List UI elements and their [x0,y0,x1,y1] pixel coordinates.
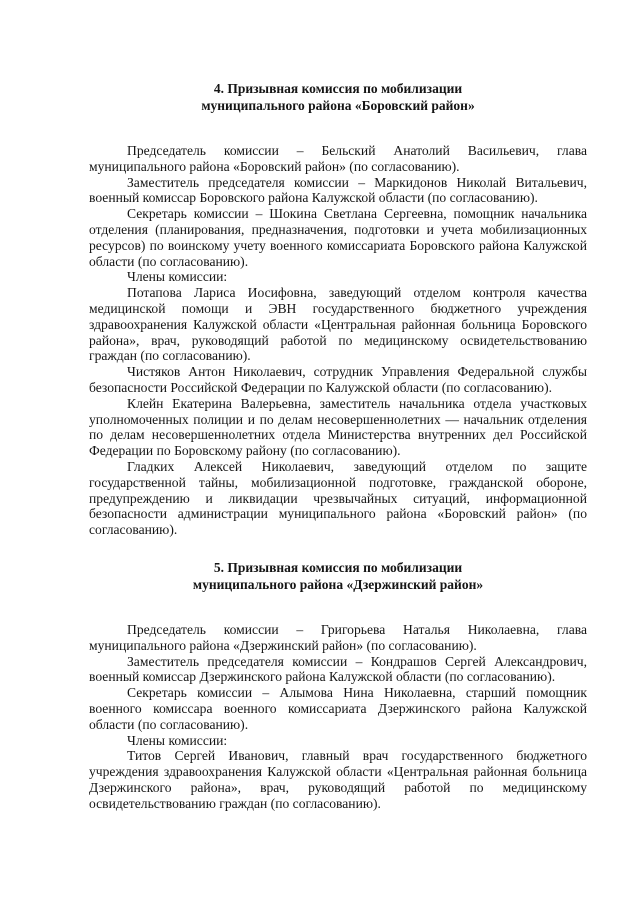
section-heading-line-2: муниципального района «Дзержинский район» [192,577,484,592]
section-heading-line-1: 5. Призывная комиссия по мобилизации [213,560,463,575]
section-paragraphs [89,143,587,538]
section-borovsky [89,80,587,538]
section-heading [89,80,587,114]
paragraph-deputy-chairman: Заместитель председателя комиссии – Кондрашов Сергей Александрович, военный комиссар Дзержинского района Калужской области (по согласованию). [89,653,587,685]
paragraph-member: Гладких Алексей Николаевич, заведующий отделом по защите государственной тайны, мобилизационной подготовке, гражданской обороне, предупреждению и ликвидации чрезвычайных ситуаций, информационной безопасности администрации муниципального района «Боровский район» (по согласованию). [89,458,587,538]
section-paragraphs [89,622,587,812]
paragraph-secretary: Секретарь комиссии – Алымова Нина Николаевна, старший помощник военного комиссара военного комиссариата Дзержинского района Калужской области (по согласованию). [89,685,587,732]
paragraph-member: Потапова Лариса Иосифовна, заведующий отделом контроля качества медицинской помощи и ЭВН государственного бюджетного учреждения здравоохранения Калужской области «Центральная районная больница Боровского района», врач, руководящий работой по медицинскому освидетельствованию граждан (по согласованию). [89,285,587,364]
section-heading-line-2: муниципального района «Боровский район» [201,98,475,113]
paragraph-member: Титов Сергей Иванович, главный врач государственного бюджетного учреждения здравоохранения Калужской области «Центральная районная больница Дзержинского района», врач, руководящий работой по медицинскому освидетельствованию граждан (по согласованию). [89,748,587,811]
paragraph-chairman: Председатель комиссии – Григорьева Наталья Николаевна, глава муниципального района «Дзержинский район» (по согласованию). [89,622,587,653]
section-heading [89,559,587,593]
paragraph-secretary: Секретарь комиссии – Шокина Светлана Сергеевна, помощник начальника отделения (планирования, предназначения, подготовки и учета мобилизационных ресурсов) по воинскому учету военного комиссариата Боровского района Калужской области (по согласованию). [89,206,587,269]
paragraph-members-label: Члены комиссии: [127,732,228,748]
paragraph-member: Чистяков Антон Николаевич, сотрудник Управления Федеральной службы безопасности Российской Федерации по Калужской области (по согласованию). [89,364,587,395]
paragraph-members-label: Члены комиссии: [127,269,228,285]
section-dzerzhinsky [89,559,587,812]
section-heading-line-1: 4. Призывная комиссия по мобилизации [213,81,463,96]
paragraph-member: Клейн Екатерина Валерьевна, заместитель начальника отдела участковых уполномоченных полиции и по делам несовершеннолетних — начальник отделения по делам несовершеннолетних отдела Министерства внутренних дел Российской Федерации по Боровскому району (по согласованию). [89,395,587,459]
paragraph-deputy-chairman: Заместитель председателя комиссии – Маркидонов Николай Витальевич, военный комиссар Боровского района Калужской области (по согласованию). [89,174,587,206]
paragraph-chairman: Председатель комиссии – Бельский Анатолий Васильевич, глава муниципального района «Боровский район» (по согласованию). [89,143,587,174]
